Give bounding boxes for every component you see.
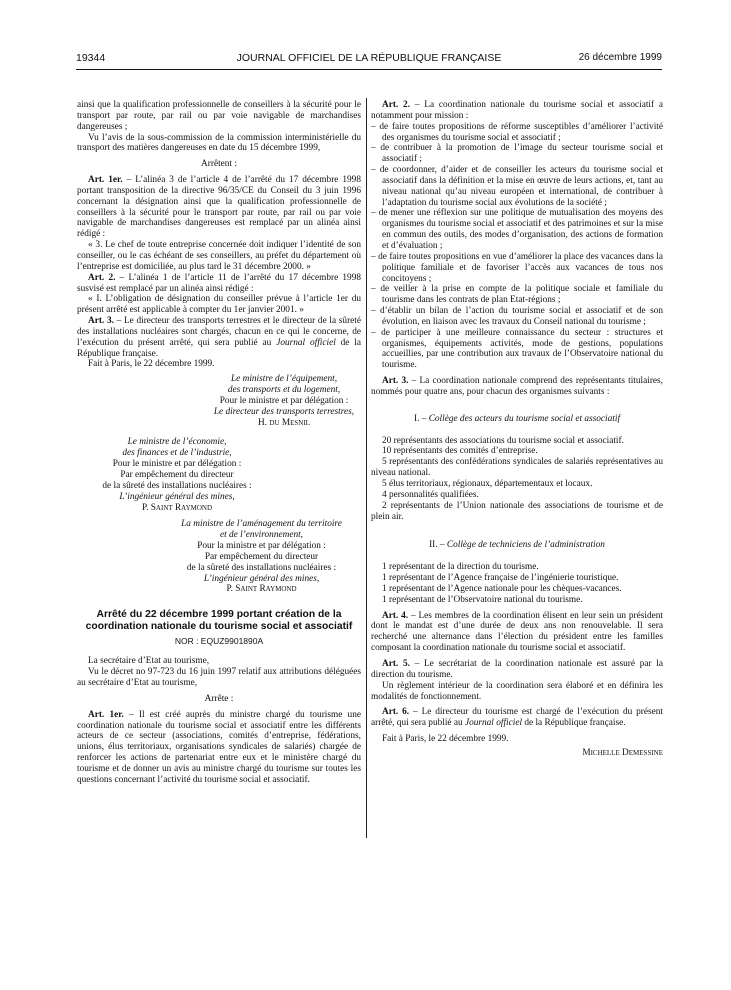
issue-date: 26 décembre 1999: [578, 52, 662, 63]
sig-line: de la sûreté des installations nucléaires :: [102, 480, 252, 491]
sig-line: de la sûreté des installations nucléaires :: [186, 562, 337, 573]
signatory-name: P. Saint Raymond: [226, 584, 297, 595]
sig-line: Le ministre de l’économie,: [127, 437, 227, 448]
list-item: 4 personnalités qualifiées.: [382, 489, 479, 500]
sig-line: Par empêchement du directeur: [204, 551, 319, 562]
college-2-list: [371, 562, 663, 605]
article-2: [77, 273, 361, 295]
sig-line: des finances et de l’industrie,: [122, 448, 232, 459]
paragraph: Vu l’avis de la sous-commission de la commission interministérielle du transport des matières dangereuses en date du 15 décembre 1999,: [77, 132, 361, 154]
article-text: – Il est créé auprès du ministre chargé du tourisme une coordination nationale du tourisme social et associatif entre les différents acteurs de ce secteur (associations, comités d’entreprise, fédérations, unions, élus territoriaux, organisations syndicales de salariés) chargée de renforcer les actions de partenariat entre eux et le ministère chargé du tourisme et de donner un avis au ministre chargé du tourisme sur toutes les questions concernant l’activité du tourisme social et associatif.: [77, 709, 361, 785]
article-text: – Le directeur des transports terrestres et le directeur de la sûreté des installations nucléaires sont chargés, chacun en ce qui le concerne, de l’exécution du présent arrêté, qui sera publié au: [77, 316, 362, 348]
list-item: – d’établir un bilan de l’action du tourisme social et associatif et de son évolution, en liaison avec les travaux du Conseil national du tourisme ;: [371, 306, 663, 327]
article-text: de la République française.: [522, 718, 626, 729]
article-text: – Le secrétariat de la coordination nationale est assuré par la direction du tourisme.: [371, 658, 663, 680]
left-column: [77, 100, 361, 786]
signatory-name: P. Saint Raymond: [141, 502, 213, 513]
list-item: 20 représentants des associations du tourisme social et associatif.: [382, 435, 624, 446]
list-item: 1 représentant de l’Agence nationale pour les chèques-vacances.: [382, 583, 622, 594]
quote-paragraph: « 3. Le chef de toute entreprise concernée doit indiquer l’identité de son conseiller, ou le cas échéant de ses conseillers, au préfet du département où l’entreprise est domiciliée, au plus tard le 31 décembre 2000. »: [77, 240, 361, 272]
list-item: 2 représentants de l’Union nationale des associations de tourisme et de plein air.: [371, 500, 663, 522]
sig-line: L’ingénieur général des mines,: [203, 573, 320, 584]
article-text: – Les membres de la coordination élisent en leur sein un président dont le mandat est d’une durée de deux ans non renouvelable. Il sera recherché une alternance dans l’élection du président entre les familles composant la coordination nationale du tourisme social et associatif.: [371, 610, 663, 654]
column-divider: [366, 98, 367, 838]
article-label: Art. 3.: [382, 376, 409, 387]
mission-list: [371, 122, 663, 371]
paragraph: Vu le décret no 97-723 du 16 juin 1997 relatif aux attributions déléguées au secrétaire d’Etat au tourisme,: [77, 667, 361, 688]
article-3: [371, 376, 663, 398]
signature-block-1: [207, 374, 361, 428]
arretent-heading: Arrêtent :: [201, 159, 237, 170]
list-item: – de faire toutes propositions de réforme susceptibles d’améliorer l’activité des organismes du tourisme social et associatif ;: [371, 121, 663, 143]
signatory-name: H. du Mesnil: [258, 417, 310, 428]
article-label: Art. 1er.: [88, 709, 124, 720]
sig-line: Le directeur des transports terrestres,: [213, 406, 355, 417]
article-label: Art. 2.: [88, 272, 116, 283]
article-text: – Le directeur du tourisme est chargé de l’exécution du présent arrêté, qui sera publié au: [371, 707, 663, 729]
journal-title: JOURNAL OFFICIEL DE LA RÉPUBLIQUE FRANÇAISE: [236, 52, 502, 64]
sig-line: Par empêchement du directeur: [120, 470, 234, 480]
right-column: [371, 100, 663, 759]
section-number: I. –: [413, 413, 429, 424]
sig-line: Pour la ministre et par délégation :: [197, 541, 326, 552]
section-title: Collège de techniciens de l’administration: [446, 540, 605, 551]
section-number: II. –: [429, 540, 447, 551]
paragraph: La secrétaire d’Etat au tourisme,: [88, 656, 210, 667]
college-1-list: [371, 436, 663, 523]
header-rule: [76, 69, 662, 70]
article-label: Art. 2.: [382, 100, 411, 110]
sig-line: La ministre de l’aménagement du territoire: [181, 519, 342, 530]
journal-officiel-ref: Journal officiel: [276, 337, 336, 348]
page-number: 19344: [76, 52, 106, 64]
sig-line: et de l’environnement,: [219, 530, 304, 541]
article-text: – La coordination nationale comprend des représentants titulaires, nommés pour quatre ans, pour chacun des organismes suivants :: [371, 376, 663, 397]
article-3: [77, 316, 361, 359]
decree-article-1: [77, 710, 361, 786]
section-title: Collège des acteurs du tourisme social et associatif: [428, 413, 621, 424]
article-6: [371, 707, 663, 729]
article-label: Art. 1er.: [88, 175, 123, 186]
list-item: 10 représentants des comités d’entreprise.: [382, 446, 538, 457]
list-item: – de participer à une meilleure connaissance du secteur : structures et organismes, équipements activités, mode de gestions, populations accueillies, par une contribution aux travaux de l’Observatoire national du tourisme.: [371, 327, 663, 371]
decree-title: Arrêté du 22 décembre 1999 portant création de la coordination nationale du tourisme social et associatif: [85, 609, 353, 632]
quote-paragraph: « I. L’obligation de désignation du conseiller prévue à l’article 1er du présent arrêté est applicable à compter du 1er janvier 2001. »: [77, 294, 361, 316]
list-item: – de coordonner, d’aider et de conseiller les acteurs du tourisme social et associatif dans la définition et la mise en œuvre de leurs actions, et, tant au niveau national qu’au niveau européen et international, de contribuer à l’adaptation du tourisme social aux évolutions de la société ;: [371, 165, 663, 208]
list-item: – de contribuer à la promotion de l’image du secteur tourisme social et associatif ;: [371, 143, 663, 165]
nor-reference: NOR : EQUZ9901890A: [174, 636, 264, 647]
sig-line: Pour le ministre et par délégation :: [219, 395, 349, 406]
article-text: – L’alinéa 3 de l’article 4 de l’arrêté du 17 décembre 1998 portant transposition de la directive 96/35/CE du Conseil du 3 juin 1996 concernant la désignation ainsi que la qualification professionnelle de conseillers à la sécurité pour le transport par route, par rail ou par voie navigable de marchandises dangereuses est remplacé par un alinéa ainsi rédigé :: [77, 175, 361, 240]
sig-line: L’ingénieur général des mines,: [119, 491, 235, 502]
sig-line: des transports et du logement,: [227, 385, 341, 396]
list-item: – de mener une réflexion sur une politique de mutualisation des moyens des organismes du tourisme social et associatif et des patrimoines et sur la mise en commun des outils, des modes d’organisation, des actions de formation et d’évaluation ;: [371, 208, 663, 251]
paragraph: ainsi que la qualification professionnelle de conseillers à la sécurité pour le transport par route, par rail ou par voie navigable de marchandises dangereuses ;: [77, 100, 361, 132]
signatory-name: Michelle Demessine: [582, 747, 663, 758]
article-text: – La coordination nationale du tourisme social et associatif a notamment pour mission :: [371, 100, 664, 121]
fait-a-paris: Fait à Paris, le 22 décembre 1999.: [88, 359, 215, 370]
article-text: – L’alinéa 1 de l’article 11 de l’arrêté du 17 décembre 1998 susvisé est remplacé par un alinéa ainsi rédigé :: [77, 272, 361, 294]
article-2: [371, 100, 663, 122]
list-item: 1 représentant de l’Observatoire national du tourisme.: [382, 594, 583, 605]
article-text: de la République française.: [77, 337, 362, 359]
page-header: [76, 48, 662, 70]
list-item: – de faire toutes propositions en vue d’améliorer la place des vacances dans la politique familiale et de favoriser l’accès aux vacances de tous nos concitoyens ;: [371, 251, 663, 284]
sig-line: Le ministre de l’équipement,: [230, 374, 338, 385]
list-item: 5 élus territoriaux, régionaux, départementaux et locaux.: [382, 479, 593, 489]
journal-officiel-ref: Journal officiel: [464, 718, 523, 729]
sig-line: Pour le ministre et par délégation :: [112, 459, 242, 470]
fait-a-paris: Fait à Paris, le 22 décembre 1999.: [382, 734, 509, 745]
article-5: [371, 659, 663, 681]
signature-block-3: [162, 519, 361, 595]
arrete-heading: Arrête :: [204, 693, 234, 704]
list-item: – de veiller à la prise en compte de la politique sociale et familiale du tourisme dans les contrats de plan Etat-régions ;: [371, 284, 663, 306]
paragraph: Un règlement intérieur de la coordination sera élaboré et en définira les modalités de fonctionnement.: [371, 680, 663, 702]
article-label: Art. 3.: [88, 316, 114, 327]
article-label: Art. 5.: [382, 658, 410, 669]
college-1-heading: [371, 414, 663, 425]
article-label: Art. 4.: [382, 610, 409, 621]
list-item: 5 représentants des confédérations syndicales de salariés représentatives au niveau national.: [371, 457, 663, 479]
article-1: [77, 175, 361, 240]
list-item: 1 représentant de la direction du tourisme.: [382, 562, 539, 573]
signature-block-2: [77, 437, 277, 513]
college-2-heading: [371, 540, 663, 551]
article-label: Art. 6.: [382, 707, 410, 718]
list-item: 1 représentant de l’Agence française de l’ingénierie touristique.: [382, 573, 619, 584]
article-4: [371, 611, 663, 654]
